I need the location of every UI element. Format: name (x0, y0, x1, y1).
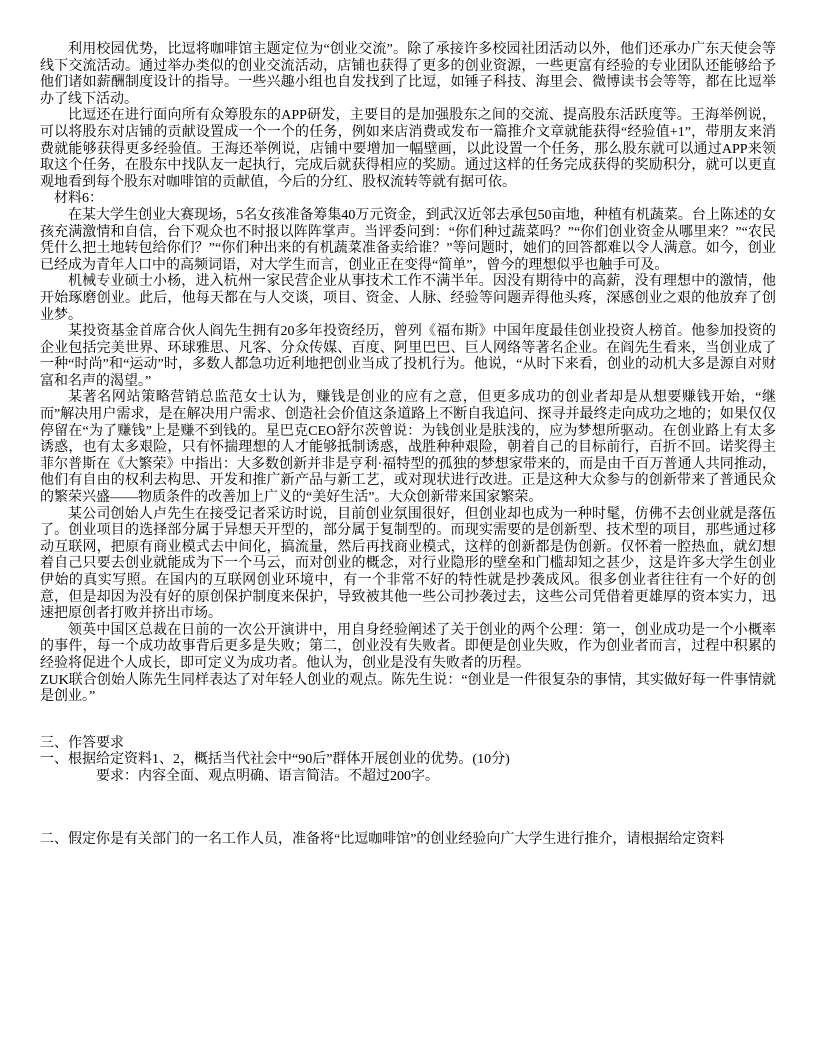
body-paragraph: ZUK联合创始人陈先生同样表达了对年轻人创业的观点。陈先生说：“创业是一件很复杂的事情，其实做好每一件事情就是创业。” (40, 672, 776, 705)
answer-requirements-heading: 三、作答要求 (40, 735, 124, 751)
body-paragraph: 领英中国区总裁在日前的一次公开演讲中，用自身经验阐述了关于创业的两个公理：第一，创业成功是一个小概率的事件，每一个成功故事背后更多是失败；第二，创业没有失败者。即便是创业失败，作为创业者而言，过程中积累的经验将促进个人成长，即可定义为成功者。他认为，创业是没有失败者的历程。 (40, 622, 776, 671)
body-paragraph: 比逗还在进行面向所有众筹股东的APP研发，主要目的是加强股东之间的交流、提高股东活跃度等。王海举例说，可以将股东对店铺的贡献设置成一个一个的任务，例如来店消费或发布一篇推介文章就能获得“经验值+1”，带朋友来消费就能够获得更多经验值。王海还举例说，店铺中要增加一幅壁画，以此设置一个任务，那么股东就可以通过APP来领取这个任务，在股东中找队友一起执行，完成后就获得相应的奖励。通过这样的任务完成获得的奖励积分，就可以更直观地看到每个股东对咖啡馆的贡献值，今后的分红、股权流转等就有据可依。 (40, 108, 776, 190)
body-paragraph: 某著名网站策略营销总监范女士认为，赚钱是创业的应有之意，但更多成功的创业者却是从想要赚钱开始，“继而”解决用户需求，是在解决用户需求、创造社会价值这条道路上不断自我追问、探寻并最终走向成功之地的；如果仅仅停留在“为了赚钱”上是赚不到钱的。星巴克CEO舒尔茨曾说：为钱创业是肤浅的，应为梦想所驱动。在创业路上有太多诱惑，也有太多艰险，只有怀揣理想的人才能够抵制诱惑，战胜种种艰险，朝着自己的目标前行，百折不回。诺奖得主菲尔普斯在《大繁荣》中指出：大多数创新并非是亨利·福特型的孤独的梦想家带来的，而是由千百万普通人共同推动，他们有自由的权利去构思、开发和推广新产品与新工艺，或对现状进行改进。正是这种大众参与的创新带来了普通民众的繁荣兴盛——物质条件的改善加上广义的“美好生活”。大众创新带来国家繁荣。 (40, 390, 776, 506)
body-paragraph: 在某大学生创业大赛现场，5名女孩准备筹集40万元资金，到武汉近邻去承包50亩地，种植有机蔬菜。台上陈述的女孩充满激情和自信，台下观众也不时报以阵阵掌声。当评委问到：“你们种过蔬菜吗？”“你们创业资金从哪里来？”“农民凭什么把土地转包给你们？”“你们种出来的有机蔬菜准备卖给谁？”等问题时，她们的回答都难以令人满意。如今，创业已经成为青年人口中的高频词语，对大学生而言，创业正在变得“简单”，曾今的理想似乎也触手可及。 (40, 207, 776, 273)
body-paragraph: 机械专业硕士小杨，进入杭州一家民营企业从事技术工作不满半年。因没有期待中的高薪，没有理想中的激情，他开始琢磨创业。此后，他每天都在与人交谈，项目、资金、人脉、经验等问题弄得他头疼，深感创业之艰的他放弃了创业梦。 (40, 274, 776, 323)
body-paragraph: 某公司创始人卢先生在接受记者采访时说，目前创业氛围很好，但创业却也成为一种时髦，仿佛不去创业就是落伍了。创业项目的选择部分属于异想天开型的，部分属于复制型的。而现实需要的是创新型、技术型的项目，那些通过移动互联网，把原有商业模式去中间化，搞流量，然后再找商业模式，这样的创新都是伪创新。仅怀着一腔热血，就幻想着自己只要去创业就能成为下一个马云，而对创业的概念，对行业隐形的壁垒和门槛却知之甚少，这是许多大学生创业伊始的真实写照。在国内的互联网创业环境中，有一个非常不好的特性就是抄袭成风。很多创业者往往有一个好的创意，但是却因为没有好的原创保护制度来保护，导致被其他一些公司抄袭过去，这些公司凭借着更雄厚的资本实力，迅速把原创者打败并挤出市场。 (40, 506, 776, 622)
body-paragraph: 利用校园优势，比逗将咖啡馆主题定位为“创业交流”。除了承接许多校园社团活动以外，他们还承办广东天使会等线下交流活动。通过举办类似的创业交流活动，店铺也获得了更多的创业资源，一些更富有经验的专业团队还能够给予他们诸如薪酬制度设计的指导。一些兴趣小组也自发找到了比逗，如锤子科技、海里会、微博读书会等等，都在比逗举办了线下活动。 (40, 42, 776, 107)
question-2: 二、假定你是有关部门的一名工作人员，准备将“比逗咖啡馆”的创业经验向广大学生进行推介，请根据给定资料 (40, 831, 725, 847)
body-paragraph: 某投资基金首席合伙人阎先生拥有20多年投资经历，曾列《福布斯》中国年度最佳创业投资人榜首。他参加投资的企业包括完美世界、环球雅思、凡客、分众传媒、百度、阿里巴巴、巨人网络等著名企业。在阎先生看来，当创业成了一种“时尚”和“运动”时，多数人都急功近利地把创业当成了投机行为。他说，“从时下来看，创业的动机大多是源自对财富和名声的渴望。” (40, 324, 776, 389)
question-1-requirements: 要求：内容全面、观点明确、语言简洁。不超过200字。 (96, 768, 439, 784)
question-1: 一、根据给定资料1、2，概括当代社会中“90后”群体开展创业的优势。(10分) (40, 752, 510, 768)
material-6-label: 材料6： (54, 191, 103, 207)
